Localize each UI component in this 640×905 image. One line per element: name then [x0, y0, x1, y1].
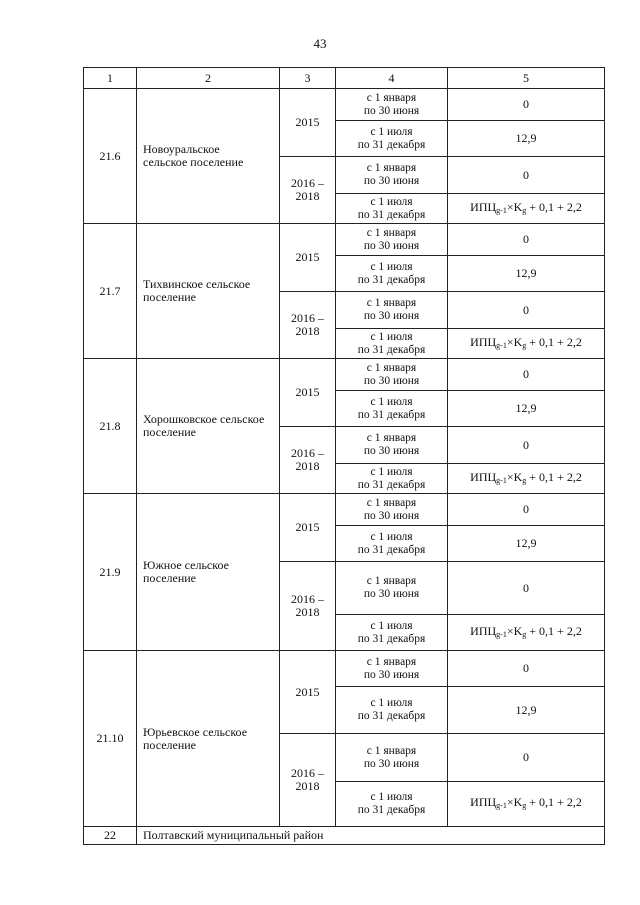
formula-cell — [448, 615, 605, 651]
period-line: по 31 декабря — [357, 543, 426, 556]
value-cell: 12,9 — [448, 391, 605, 427]
value-cell: 12,9 — [448, 256, 605, 292]
value-cell: 12,9 — [448, 526, 605, 562]
period-cell — [336, 256, 448, 292]
settlement-name-line: Хорошковское сельское — [143, 412, 265, 426]
formula-cell — [448, 329, 605, 359]
formula-part: + 0,1 + 2,2 — [526, 469, 582, 484]
header-cell-2: 2 — [137, 68, 280, 89]
period-cell — [336, 464, 448, 494]
year-range-cell — [280, 734, 336, 827]
formula-part: g-1 — [496, 340, 507, 350]
formula-part: + 0,1 + 2,2 — [526, 199, 582, 214]
period-line: по 30 июня — [363, 175, 420, 187]
year-range-cell — [280, 292, 336, 359]
period-line: по 31 декабря — [357, 138, 426, 151]
settlement-name — [137, 89, 280, 224]
value-cell: 0 — [448, 224, 605, 256]
period-line: с 1 января — [366, 91, 417, 104]
period-cell — [336, 427, 448, 464]
settlement-name-line: Южное сельское — [143, 558, 229, 572]
value-cell: 0 — [448, 427, 605, 464]
period-cell — [336, 526, 448, 562]
year-cell: 2015 — [280, 224, 336, 292]
period-cell — [336, 562, 448, 615]
header-cell-3: 3 — [280, 68, 336, 89]
year-range-line: 2018 — [295, 459, 320, 473]
period-line: с 1 июля — [370, 395, 413, 408]
period-line: по 30 июня — [363, 445, 420, 457]
period-cell — [336, 782, 448, 827]
settlement-name — [137, 359, 280, 494]
formula-part: ×K — [506, 469, 523, 484]
value-cell: 0 — [448, 562, 605, 615]
period-line: с 1 июля — [370, 530, 413, 543]
header-cell-4: 4 — [336, 68, 448, 89]
year-cell: 2015 — [280, 494, 336, 562]
row-number: 21.6 — [84, 89, 137, 224]
period-line: по 30 июня — [363, 239, 420, 252]
period-line: с 1 января — [366, 226, 417, 239]
tariff-table — [83, 67, 605, 845]
settlement-name-line: Новоуральское — [143, 142, 220, 156]
period-line: по 31 декабря — [357, 478, 426, 491]
year-range-line: 2018 — [295, 779, 320, 793]
header-cell-5: 5 — [448, 68, 605, 89]
period-cell — [336, 687, 448, 734]
period-line: с 1 января — [366, 297, 417, 309]
year-range-line: 2018 — [295, 324, 320, 338]
year-cell: 2015 — [280, 89, 336, 157]
formula-part: ×K — [506, 199, 523, 214]
settlement-name-line: Юрьевское сельское — [143, 724, 248, 739]
settlement-name — [137, 224, 280, 359]
formula-part: ИПЦ — [470, 623, 497, 638]
formula-part: g-1 — [496, 205, 507, 215]
settlement-name-line: поселение — [143, 571, 197, 585]
header-cell-1: 1 — [84, 68, 137, 89]
value-cell: 0 — [448, 89, 605, 121]
formula-part: + 0,1 + 2,2 — [526, 623, 582, 638]
table-row — [84, 651, 605, 687]
year-range-line: 2018 — [295, 189, 320, 203]
table-header-row — [84, 68, 605, 89]
year-range-cell — [280, 157, 336, 224]
formula-part: g — [522, 629, 527, 639]
period-line: с 1 июля — [370, 260, 413, 273]
formula-part: ИПЦ — [470, 334, 497, 349]
formula-cell — [448, 464, 605, 494]
period-line: с 1 июля — [370, 791, 413, 803]
period-line: по 30 июня — [363, 104, 420, 117]
period-line: по 31 декабря — [357, 710, 426, 722]
period-line: по 30 июня — [363, 509, 420, 522]
period-cell — [336, 224, 448, 256]
settlement-name-line: поселение — [143, 425, 197, 439]
settlement-name — [137, 651, 280, 827]
period-line: с 1 января — [366, 361, 417, 374]
formula-part: + 0,1 + 2,2 — [526, 334, 582, 349]
period-line: с 1 июля — [370, 330, 413, 343]
formula-part: ИПЦ — [470, 795, 497, 809]
year-range-cell — [280, 427, 336, 494]
table-row — [84, 359, 605, 391]
period-line: с 1 января — [366, 432, 417, 444]
value-cell: 0 — [448, 651, 605, 687]
period-cell — [336, 157, 448, 194]
period-line: с 1 января — [366, 744, 417, 757]
period-line: с 1 июля — [370, 125, 413, 138]
formula-cell — [448, 194, 605, 224]
formula-part: g — [522, 205, 527, 215]
formula-part: + 0,1 + 2,2 — [526, 795, 582, 809]
settlement-name-line: поселение — [143, 290, 197, 304]
period-line: по 31 декабря — [357, 408, 426, 421]
period-line: с 1 июля — [370, 619, 413, 632]
period-cell — [336, 292, 448, 329]
period-line: по 30 июня — [363, 310, 420, 322]
value-cell: 0 — [448, 734, 605, 782]
period-cell — [336, 359, 448, 391]
table-row — [84, 224, 605, 256]
period-line: с 1 января — [366, 655, 417, 668]
row-number: 21.10 — [84, 651, 137, 827]
settlement-name-line: Тихвинское сельское — [143, 277, 251, 291]
table-row — [84, 89, 605, 121]
row-number: 22 — [84, 827, 137, 845]
period-cell — [336, 121, 448, 157]
formula-part: g-1 — [496, 801, 507, 810]
table-row — [84, 494, 605, 526]
row-number: 21.8 — [84, 359, 137, 494]
page-number: 43 — [313, 36, 327, 51]
formula-part: g-1 — [496, 475, 507, 485]
period-line: по 31 декабря — [357, 343, 426, 356]
row-number: 21.7 — [84, 224, 137, 359]
formula-part: ИПЦ — [470, 469, 497, 484]
row-number: 21.9 — [84, 494, 137, 651]
period-cell — [336, 494, 448, 526]
table-row-footer — [84, 827, 605, 845]
period-line: по 31 декабря — [357, 804, 426, 816]
value-cell: 12,9 — [448, 687, 605, 734]
formula-part: ×K — [506, 334, 523, 349]
year-range-line: 2016 – — [291, 176, 324, 190]
period-line: с 1 июля — [370, 195, 413, 208]
year-cell: 2015 — [280, 651, 336, 734]
formula-cell — [448, 782, 605, 827]
year-range-cell — [280, 562, 336, 651]
formula-part: g-1 — [496, 629, 507, 639]
period-line: по 31 декабря — [357, 632, 426, 645]
period-cell — [336, 651, 448, 687]
district-name: Полтавский муниципальный район — [137, 827, 605, 845]
formula-part: g — [522, 801, 527, 810]
formula-part: ×K — [506, 623, 523, 638]
period-line: с 1 января — [366, 575, 417, 587]
settlement-name — [137, 494, 280, 651]
period-cell — [336, 734, 448, 782]
value-cell: 0 — [448, 494, 605, 526]
value-cell: 12,9 — [448, 121, 605, 157]
value-cell: 0 — [448, 359, 605, 391]
year-cell: 2015 — [280, 359, 336, 427]
period-line: с 1 января — [366, 496, 417, 509]
period-cell — [336, 329, 448, 359]
period-line: с 1 января — [366, 162, 417, 174]
period-cell — [336, 615, 448, 651]
year-range-line: 2016 – — [291, 766, 324, 780]
year-range-line: 2016 – — [291, 592, 324, 606]
formula-part: g — [522, 340, 527, 350]
period-line: по 31 декабря — [357, 273, 426, 286]
period-cell — [336, 89, 448, 121]
formula-part: ИПЦ — [470, 199, 497, 214]
year-range-line: 2018 — [295, 605, 320, 619]
period-line: по 30 июня — [363, 374, 420, 387]
year-range-line: 2016 – — [291, 446, 324, 460]
period-line: по 31 декабря — [357, 208, 426, 221]
year-range-line: 2016 – — [291, 311, 324, 325]
period-line: с 1 июля — [370, 465, 413, 478]
value-cell: 0 — [448, 157, 605, 194]
period-line: по 30 июня — [363, 757, 420, 770]
settlement-name-line: сельское поселение — [143, 155, 244, 169]
period-cell — [336, 194, 448, 224]
period-cell — [336, 391, 448, 427]
period-line: по 30 июня — [363, 588, 420, 600]
value-cell: 0 — [448, 292, 605, 329]
formula-part: g — [522, 475, 527, 485]
period-line: по 30 июня — [363, 668, 420, 681]
period-line: с 1 июля — [370, 697, 413, 709]
formula-part: ×K — [506, 795, 523, 809]
settlement-name-line: поселение — [143, 737, 197, 752]
